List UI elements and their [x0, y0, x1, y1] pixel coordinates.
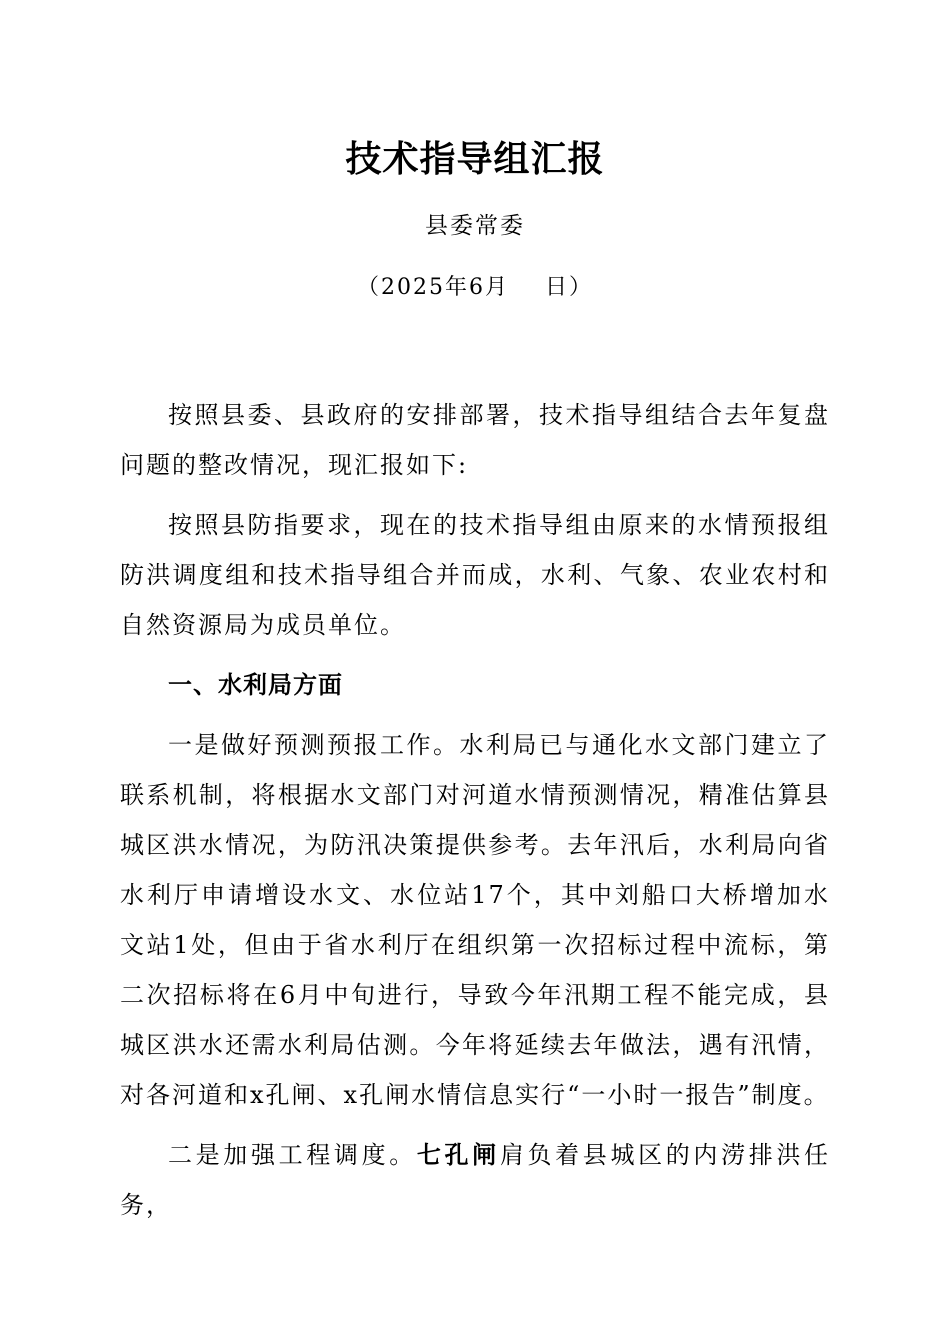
composition-paragraph: 按照县防指要求，现在的技术指导组由原来的水情预报组防洪调度组和技术指导组合并而成，水利、气象、农业农村和自然资源局为成员单位。 — [120, 511, 830, 639]
point-two-rest: 肩负着县城区的内涝排洪任务， — [120, 1141, 831, 1219]
section-heading-water-bureau: 一、水利局方面 — [168, 671, 343, 699]
document-subtitle: 县委常委 — [425, 213, 525, 239]
point-two-paragraph — [120, 1130, 830, 1230]
document-date: （2025年6月 日） — [357, 275, 593, 300]
document-body — [120, 390, 830, 1230]
point-two-bold-term: 七孔闸 — [416, 1141, 500, 1169]
intro-paragraph: 按照县委、县政府的安排部署，技术指导组结合去年复盘问题的整改情况，现汇报如下: — [120, 401, 830, 479]
point-two-lead: 二是加强工程调度。 — [168, 1141, 417, 1169]
document-title: 技术指导组汇报 — [345, 139, 605, 180]
point-one-paragraph: 一是做好预测预报工作。水利局已与通化水文部门建立了联系机制，将根据水文部门对河道水情预测情况，精准估算县城区洪水情况，为防汛决策提供参考。去年汛后，水利局向省水利厅申请增设水文、水位站17个，其中刘船口大桥增加水文站1处，但由于省水利厅在组织第一次招标过程中流标，第二次招标将在6月中旬进行，导致今年汛期工程不能完成，县城区洪水还需水利局估测。今年将延续去年做法，遇有汛情，对各河道和x孔闸、x孔闸水情信息实行“一小时一报告”制度。 — [120, 731, 830, 1109]
